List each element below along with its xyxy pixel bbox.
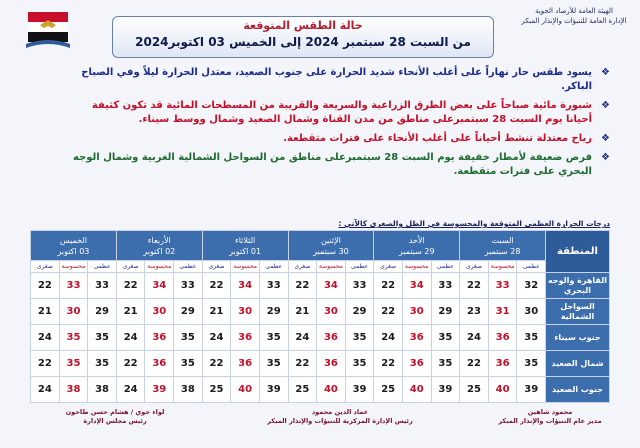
max-temp-cell: 35 xyxy=(174,325,203,351)
max-temp-cell: 38 xyxy=(88,377,117,403)
signature-name: محمود شاهين xyxy=(527,408,573,416)
signature-title: رئيس مجلس الإدارة xyxy=(83,417,147,425)
min-temp-cell: 22 xyxy=(460,273,489,299)
min-temp-cell: 21 xyxy=(116,299,145,325)
table-row xyxy=(31,273,610,299)
day-header xyxy=(202,231,288,261)
signature-title: مدير عام التنبؤات والإنذار المبكر xyxy=(498,417,602,425)
max-temp-cell: 39 xyxy=(517,377,546,403)
feels-like-cell: 33 xyxy=(59,273,88,299)
feels-like-cell: 36 xyxy=(317,325,346,351)
max-temp-cell: 35 xyxy=(88,325,117,351)
min-temp-cell: 21 xyxy=(288,299,317,325)
day-name: الأحد xyxy=(408,235,425,245)
feels-like-cell: 34 xyxy=(231,273,260,299)
table-caption: درجات الحرارة العظمى المتوقعة والمحسوسة في الظل والصغرى كالآتي : xyxy=(338,219,610,228)
day-name: السبت xyxy=(491,235,514,245)
region-name: جنوب الصعيد xyxy=(546,377,610,403)
feels-like-cell: 34 xyxy=(402,273,431,299)
feels-like-cell: 30 xyxy=(231,299,260,325)
feels-like-cell: 40 xyxy=(231,377,260,403)
diamond-bullet-icon: ❖ xyxy=(601,133,610,144)
signature-name: عماد الدين محمود xyxy=(311,408,369,416)
forecast-period: من السبت 28 سبتمبر 2024 إلى الخميس 03 اكتوبر2024 xyxy=(135,35,471,49)
feels-like-cell: 30 xyxy=(59,299,88,325)
sub-header-low: صغرى xyxy=(116,261,145,273)
day-header xyxy=(116,231,202,261)
sub-header-high: عظمى xyxy=(174,261,203,273)
max-temp-cell: 29 xyxy=(174,299,203,325)
temperature-table xyxy=(30,230,610,403)
feels-like-cell: 39 xyxy=(145,377,174,403)
authority-name xyxy=(514,6,634,26)
feels-like-cell: 34 xyxy=(317,273,346,299)
max-temp-cell: 39 xyxy=(259,377,288,403)
sub-header-low: صغرى xyxy=(202,261,231,273)
sub-header-feels: محسوسة xyxy=(59,261,88,273)
sub-header-low: صغرى xyxy=(31,261,60,273)
max-temp-cell: 33 xyxy=(259,273,288,299)
diamond-bullet-icon: ❖ xyxy=(601,100,610,111)
sub-header-low: صغرى xyxy=(460,261,489,273)
max-temp-cell: 35 xyxy=(431,351,460,377)
region-column-header: المنطقة xyxy=(546,231,610,273)
max-temp-cell: 39 xyxy=(431,377,460,403)
max-temp-cell: 38 xyxy=(174,377,203,403)
min-temp-cell: 22 xyxy=(31,351,60,377)
day-date: 30 سبتمبر xyxy=(313,246,349,256)
min-temp-cell: 22 xyxy=(288,273,317,299)
min-temp-cell: 24 xyxy=(31,377,60,403)
day-name: الإثنين xyxy=(320,235,341,245)
sub-header-high: عظمى xyxy=(431,261,460,273)
max-temp-cell: 30 xyxy=(517,299,546,325)
feels-like-cell: 30 xyxy=(402,299,431,325)
diamond-bullet-icon: ❖ xyxy=(601,67,610,78)
day-header xyxy=(31,231,117,261)
title-box xyxy=(112,16,494,58)
max-temp-cell: 35 xyxy=(431,325,460,351)
min-temp-cell: 24 xyxy=(116,377,145,403)
min-temp-cell: 24 xyxy=(202,325,231,351)
day-header xyxy=(374,231,460,261)
min-temp-cell: 21 xyxy=(202,299,231,325)
region-name: جنوب سيناء xyxy=(546,325,610,351)
sub-header-high: عظمى xyxy=(88,261,117,273)
feels-like-cell: 36 xyxy=(488,351,517,377)
min-temp-cell: 22 xyxy=(116,351,145,377)
feels-like-cell: 40 xyxy=(317,377,346,403)
day-name: الأربعاء xyxy=(147,235,171,245)
min-temp-cell: 24 xyxy=(460,325,489,351)
min-temp-cell: 22 xyxy=(116,273,145,299)
max-temp-cell: 35 xyxy=(174,351,203,377)
signature-title: رئيس الإدارة المركزية للتنبؤات والإنذار المبكر xyxy=(267,417,413,425)
max-temp-cell: 33 xyxy=(88,273,117,299)
region-name: السواحل الشمالية xyxy=(546,299,610,325)
feels-like-cell: 36 xyxy=(402,325,431,351)
day-header xyxy=(288,231,374,261)
sub-header-feels: محسوسة xyxy=(145,261,174,273)
signature-central-director xyxy=(240,408,440,426)
region-name: القاهرة والوجه البحري xyxy=(546,273,610,299)
max-temp-cell: 35 xyxy=(259,351,288,377)
min-temp-cell: 25 xyxy=(202,377,231,403)
authority-line-1: الهيئة العامة للأرصاد الجوية xyxy=(535,7,613,15)
day-header xyxy=(460,231,546,261)
feels-like-cell: 30 xyxy=(145,299,174,325)
max-temp-cell: 33 xyxy=(431,273,460,299)
signature-chairman xyxy=(40,408,190,426)
min-temp-cell: 25 xyxy=(374,377,403,403)
feels-like-cell: 38 xyxy=(59,377,88,403)
min-temp-cell: 24 xyxy=(116,325,145,351)
feels-like-cell: 36 xyxy=(402,351,431,377)
bullet-rain xyxy=(70,151,610,179)
feels-like-cell: 30 xyxy=(317,299,346,325)
forecast-bullets xyxy=(70,66,610,184)
feels-like-cell: 36 xyxy=(317,351,346,377)
min-temp-cell: 22 xyxy=(374,299,403,325)
min-temp-cell: 22 xyxy=(374,273,403,299)
sub-header-high: عظمى xyxy=(517,261,546,273)
feels-like-cell: 31 xyxy=(488,299,517,325)
feels-like-cell: 35 xyxy=(59,351,88,377)
page-title: حالة الطقس المتوقعة xyxy=(243,19,363,32)
bullet-text: يسود طقس حار نهاراً على أغلب الأنحاء شديد الحرارة على جنوب الصعيد، معتدل الحرارة ليلاً وفي الصباح الباكر. xyxy=(81,67,592,92)
max-temp-cell: 33 xyxy=(174,273,203,299)
bullet-wind xyxy=(70,132,610,146)
min-temp-cell: 22 xyxy=(202,351,231,377)
day-date: 01 اكتوبر xyxy=(229,246,262,256)
sub-header-low: صغرى xyxy=(374,261,403,273)
table-row xyxy=(31,351,610,377)
max-temp-cell: 39 xyxy=(345,377,374,403)
table-row xyxy=(31,377,610,403)
max-temp-cell: 35 xyxy=(259,325,288,351)
min-temp-cell: 25 xyxy=(460,377,489,403)
min-temp-cell: 23 xyxy=(460,299,489,325)
sub-header-feels: محسوسة xyxy=(402,261,431,273)
diamond-bullet-icon: ❖ xyxy=(601,152,610,163)
day-date: 29 سبتمبر xyxy=(398,246,435,256)
feels-like-cell: 36 xyxy=(145,351,174,377)
bullet-text: رياح معتدلة تنشط أحياناً على أغلب الأنحاء على فترات متقطعة. xyxy=(283,133,592,144)
bullet-text: شبورة مائية صباحاً على بعض الطرق الزراعية والسريعة والقريبة من المسطحات المائية قد تكون كثيفة أحيانا يوم السبت 28 سبتمبرعلى مناطق من مدن القناة وشمال الصعيد وشمال ووسط سيناء. xyxy=(91,100,592,125)
feels-like-cell: 40 xyxy=(402,377,431,403)
min-temp-cell: 24 xyxy=(288,325,317,351)
bullet-fog xyxy=(70,99,610,127)
feels-like-cell: 36 xyxy=(145,325,174,351)
min-temp-cell: 24 xyxy=(31,325,60,351)
day-name: الثلاثاء xyxy=(234,235,256,245)
table-row xyxy=(31,325,610,351)
sub-header-high: عظمى xyxy=(345,261,374,273)
max-temp-cell: 35 xyxy=(517,351,546,377)
min-temp-cell: 22 xyxy=(460,351,489,377)
bullet-text: فرص ضعيفة لأمطار خفيفة يوم السبت 28 سبتمبرعلى مناطق من السواحل الشمالية الغربية وشمال الوجه البحري على فترات متقطعة. xyxy=(72,152,592,177)
min-temp-cell: 21 xyxy=(31,299,60,325)
min-temp-cell: 22 xyxy=(288,351,317,377)
bullet-heat xyxy=(70,66,610,94)
max-temp-cell: 29 xyxy=(345,299,374,325)
day-date: 28 سبتمبر xyxy=(484,246,521,256)
max-temp-cell: 35 xyxy=(517,325,546,351)
sub-header-feels: محسوسة xyxy=(488,261,517,273)
min-temp-cell: 25 xyxy=(288,377,317,403)
feels-like-cell: 34 xyxy=(145,273,174,299)
min-temp-cell: 24 xyxy=(374,325,403,351)
max-temp-cell: 33 xyxy=(345,273,374,299)
day-date: 02 اكتوبر xyxy=(143,246,176,256)
max-temp-cell: 35 xyxy=(345,325,374,351)
max-temp-cell: 35 xyxy=(345,351,374,377)
sub-header-feels: محسوسة xyxy=(231,261,260,273)
max-temp-cell: 29 xyxy=(88,299,117,325)
eagle-logo-icon xyxy=(22,8,74,52)
sub-header-feels: محسوسة xyxy=(317,261,346,273)
feels-like-cell: 35 xyxy=(59,325,88,351)
max-temp-cell: 32 xyxy=(517,273,546,299)
feels-like-cell: 40 xyxy=(488,377,517,403)
min-temp-cell: 22 xyxy=(202,273,231,299)
day-name: الخميس xyxy=(59,235,87,245)
max-temp-cell: 29 xyxy=(259,299,288,325)
region-name: شمال الصعيد xyxy=(546,351,610,377)
sub-header-high: عظمى xyxy=(259,261,288,273)
feels-like-cell: 36 xyxy=(231,351,260,377)
max-temp-cell: 35 xyxy=(88,351,117,377)
feels-like-cell: 36 xyxy=(488,325,517,351)
feels-like-cell: 36 xyxy=(231,325,260,351)
day-date: 03 اكتوبر xyxy=(57,246,90,256)
feels-like-cell: 33 xyxy=(488,273,517,299)
min-temp-cell: 22 xyxy=(374,351,403,377)
authority-line-2: الإدارة العامة للتنبؤات والإنذار المبكر xyxy=(521,17,627,25)
sub-header-low: صغرى xyxy=(288,261,317,273)
signature-name: لواء جوي / هشام حسن طاحون xyxy=(65,408,165,416)
table-row xyxy=(31,299,610,325)
max-temp-cell: 29 xyxy=(431,299,460,325)
min-temp-cell: 22 xyxy=(31,273,60,299)
signature-forecast-director xyxy=(470,408,630,426)
